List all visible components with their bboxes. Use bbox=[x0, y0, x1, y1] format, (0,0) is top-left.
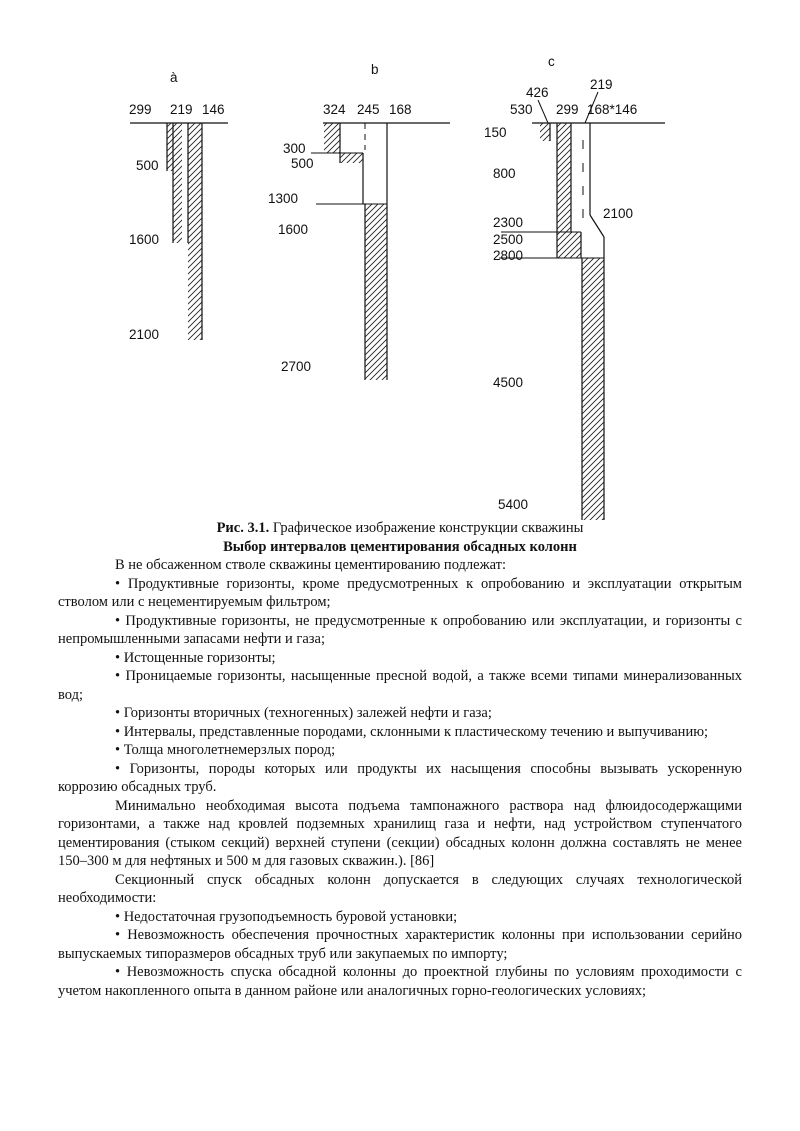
cement-hatch bbox=[540, 123, 550, 141]
cement-hatch bbox=[582, 258, 604, 520]
bullet-item: • Толща многолетнемерзлых пород; bbox=[115, 742, 336, 758]
diagram-a bbox=[129, 70, 228, 342]
cement-hatch bbox=[324, 123, 340, 153]
bullet-item: • Горизонты вторичных (техногенных) залежей нефти и газа; bbox=[115, 705, 492, 721]
depth-label: 2700 bbox=[281, 359, 312, 374]
bullet-item: • Недостаточная грузоподъемность буровой установки; bbox=[115, 908, 458, 925]
cement-hatch bbox=[340, 153, 363, 163]
depth-label: 2800 bbox=[493, 248, 524, 263]
depth-label: 2500 bbox=[493, 232, 524, 247]
depth-label: 5400 bbox=[498, 497, 529, 512]
cement-hatch bbox=[167, 123, 173, 171]
figure-caption-label: Рис. 3.1. bbox=[216, 520, 270, 536]
depth-label: 1600 bbox=[129, 232, 160, 247]
paragraph: В не обсаженном стволе скважины цементированию подлежат: bbox=[115, 557, 507, 573]
figure-caption-text: Графическое изображение конструкции скважины bbox=[269, 520, 584, 536]
diameter-label: 324 bbox=[323, 102, 346, 117]
diameter-label: 530 bbox=[510, 102, 533, 117]
cement-hatch bbox=[571, 232, 581, 258]
paragraph: Секционный спуск обсадных колонн допускается в следующих случаях технологической необходимости: bbox=[58, 871, 742, 906]
bullet-item: • Продуктивные горизонты, кроме предусмотренных к опробованию и эксплуатации открытым стволом или с нецементируемым фильтром; bbox=[58, 575, 742, 610]
diagram-c-label: c bbox=[548, 54, 555, 69]
cement-hatch bbox=[557, 123, 571, 258]
depth-label: 800 bbox=[493, 166, 516, 181]
diagram-a-label: à bbox=[170, 70, 178, 85]
diagram-c bbox=[484, 54, 665, 520]
leader-line bbox=[538, 100, 548, 123]
bullet-item: • Продуктивные горизонты, не предусмотренные к опробованию или эксплуатации, и горизонты с непромышленными запасами нефти и газа; bbox=[58, 612, 742, 647]
cement-hatch bbox=[188, 123, 202, 340]
section-heading: Выбор интервалов цементирования обсадных колонн bbox=[223, 539, 577, 555]
bullet-item: • Истощенные горизонты; bbox=[115, 649, 276, 666]
depth-label: 150 bbox=[484, 125, 507, 140]
depth-label: 2100 bbox=[129, 327, 160, 342]
casing-line bbox=[590, 215, 604, 237]
diameter-label: 168 bbox=[389, 102, 412, 117]
paragraph: Минимально необходимая высота подъема тампонажного раствора над флюидосодержащими горизонтами, а также над кровлей подземных хранилищ газа и нефти, над устройством ступенчатого цементирования (стыком секций) верхней ступени (секции) обсадных колонн должна составлять не менее 150–300 м для нефтяных и 500 м для газовых скважин.). [86] bbox=[58, 797, 742, 869]
depth-label: 1300 bbox=[268, 191, 299, 206]
diameter-label: 299 bbox=[556, 102, 579, 117]
diameter-label: 219 bbox=[590, 77, 613, 92]
diagram-b bbox=[268, 62, 450, 380]
depth-label: 2300 bbox=[493, 215, 524, 230]
diameter-label: 299 bbox=[129, 102, 152, 117]
depth-label: 2100 bbox=[603, 206, 634, 221]
well-construction-figure bbox=[0, 0, 800, 520]
diameter-label: 219 bbox=[170, 102, 193, 117]
diameter-label: 168*146 bbox=[587, 102, 638, 117]
diagram-b-label: b bbox=[371, 62, 379, 77]
figure-caption bbox=[0, 519, 800, 537]
depth-label: 1600 bbox=[278, 222, 309, 237]
body-text bbox=[58, 556, 742, 1000]
cement-hatch bbox=[173, 123, 182, 243]
bullet-item: • Проницаемые горизонты, насыщенные пресной водой, а также всеми типами минерализованных вод; bbox=[58, 668, 742, 703]
diameter-label: 426 bbox=[526, 85, 549, 100]
depth-label: 500 bbox=[291, 156, 314, 171]
depth-label: 4500 bbox=[493, 375, 524, 390]
depth-label: 500 bbox=[136, 158, 159, 173]
bullet-item: • Горизонты, породы которых или продукты их насыщения способны вызывать ускоренную коррозию обсадных труб. bbox=[58, 760, 742, 795]
bullet-item: • Интервалы, представленные породами, склонными к пластическому течению и выпучиванию; bbox=[115, 723, 709, 740]
bullet-item: • Невозможность спуска обсадной колонны до проектной глубины по условиям проходимости с учетом накопленного опыта в данном районе или аналогичных горно-геологических условиях; bbox=[58, 964, 742, 999]
cement-hatch bbox=[365, 204, 387, 380]
depth-label: 300 bbox=[283, 141, 306, 156]
diameter-label: 146 bbox=[202, 102, 225, 117]
diameter-label: 245 bbox=[357, 102, 380, 117]
bullet-item: • Невозможность обеспечения прочностных характеристик колонны при использовании серийно выпускаемых типоразмеров обсадных труб или закупаемых по импорту; bbox=[58, 927, 742, 962]
